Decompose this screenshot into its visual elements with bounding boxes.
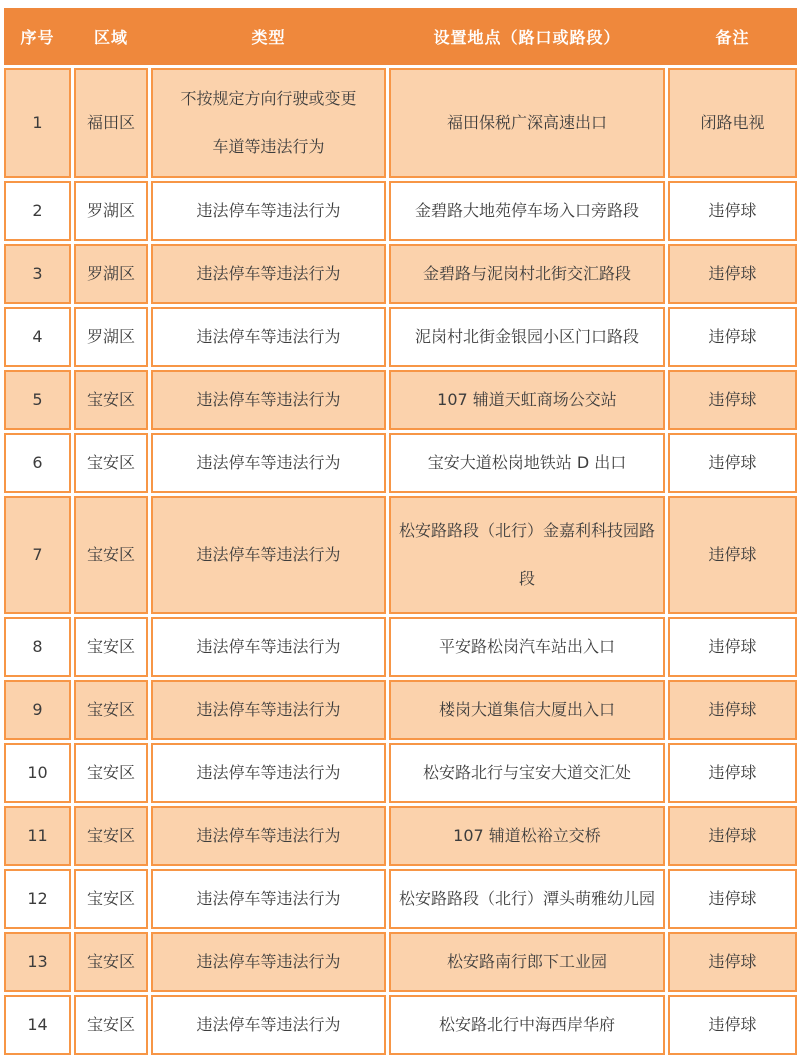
cell-note: 违停球 bbox=[668, 496, 797, 614]
cell-note: 违停球 bbox=[668, 932, 797, 992]
cell-note: 违停球 bbox=[668, 617, 797, 677]
cell-location: 松安路北行与宝安大道交汇处 bbox=[389, 743, 665, 803]
cell-location: 平安路松岗汽车站出入口 bbox=[389, 617, 665, 677]
table-body bbox=[4, 68, 797, 1055]
cell-location: 松安路北行中海西岸华府 bbox=[389, 995, 665, 1055]
cell-note: 违停球 bbox=[668, 869, 797, 929]
cell-index: 8 bbox=[4, 617, 71, 677]
table-row bbox=[4, 433, 797, 493]
cell-district: 罗湖区 bbox=[74, 244, 148, 304]
cell-district: 宝安区 bbox=[74, 496, 148, 614]
cell-note: 违停球 bbox=[668, 307, 797, 367]
column-header-note: 备注 bbox=[715, 28, 750, 47]
cell-type: 违法停车等违法行为 bbox=[151, 307, 386, 367]
cell-district: 宝安区 bbox=[74, 617, 148, 677]
cell-type: 违法停车等违法行为 bbox=[151, 743, 386, 803]
cell-location: 松安路路段（北行）潭头萌雅幼儿园 bbox=[389, 869, 665, 929]
table-header-row bbox=[4, 8, 797, 65]
cell-note: 违停球 bbox=[668, 806, 797, 866]
cell-index: 4 bbox=[4, 307, 71, 367]
cell-index: 10 bbox=[4, 743, 71, 803]
table-row bbox=[4, 617, 797, 677]
cell-district: 福田区 bbox=[74, 68, 148, 178]
table-row bbox=[4, 932, 797, 992]
cell-note: 违停球 bbox=[668, 181, 797, 241]
cell-district: 罗湖区 bbox=[74, 181, 148, 241]
cell-district: 宝安区 bbox=[74, 932, 148, 992]
cell-location: 107 辅道天虹商场公交站 bbox=[389, 370, 665, 430]
table-row bbox=[4, 743, 797, 803]
cell-district: 宝安区 bbox=[74, 370, 148, 430]
table-row bbox=[4, 307, 797, 367]
cell-type: 违法停车等违法行为 bbox=[151, 869, 386, 929]
column-header-index: 序号 bbox=[20, 28, 55, 47]
cell-type: 违法停车等违法行为 bbox=[151, 496, 386, 614]
cell-index: 12 bbox=[4, 869, 71, 929]
cell-index: 11 bbox=[4, 806, 71, 866]
cell-district: 宝安区 bbox=[74, 806, 148, 866]
cell-index: 6 bbox=[4, 433, 71, 493]
cell-location: 宝安大道松岗地铁站 D 出口 bbox=[389, 433, 665, 493]
cell-index: 2 bbox=[4, 181, 71, 241]
cell-district: 宝安区 bbox=[74, 743, 148, 803]
cell-location: 楼岗大道集信大厦出入口 bbox=[389, 680, 665, 740]
cell-district: 宝安区 bbox=[74, 680, 148, 740]
cell-index: 3 bbox=[4, 244, 71, 304]
cell-location: 107 辅道松裕立交桥 bbox=[389, 806, 665, 866]
cell-type: 违法停车等违法行为 bbox=[151, 932, 386, 992]
cell-type: 违法停车等违法行为 bbox=[151, 995, 386, 1055]
cell-location: 松安路南行郎下工业园 bbox=[389, 932, 665, 992]
cell-location: 金碧路大地苑停车场入口旁路段 bbox=[389, 181, 665, 241]
cell-district: 宝安区 bbox=[74, 869, 148, 929]
cell-type: 违法停车等违法行为 bbox=[151, 617, 386, 677]
cell-index: 13 bbox=[4, 932, 71, 992]
table-row bbox=[4, 869, 797, 929]
cell-index: 14 bbox=[4, 995, 71, 1055]
cell-location: 福田保税广深高速出口 bbox=[389, 68, 665, 178]
cell-type: 违法停车等违法行为 bbox=[151, 680, 386, 740]
cell-note: 违停球 bbox=[668, 680, 797, 740]
cell-note: 违停球 bbox=[668, 995, 797, 1055]
cell-note: 违停球 bbox=[668, 244, 797, 304]
cell-district: 罗湖区 bbox=[74, 307, 148, 367]
cell-type: 违法停车等违法行为 bbox=[151, 806, 386, 866]
cell-note: 闭路电视 bbox=[668, 68, 797, 178]
cell-index: 5 bbox=[4, 370, 71, 430]
table-row bbox=[4, 680, 797, 740]
cell-type: 违法停车等违法行为 bbox=[151, 433, 386, 493]
column-header-type: 类型 bbox=[251, 28, 286, 47]
cell-type: 违法停车等违法行为 bbox=[151, 181, 386, 241]
table-row bbox=[4, 995, 797, 1055]
cell-index: 7 bbox=[4, 496, 71, 614]
table-row bbox=[4, 496, 797, 614]
cell-location: 松安路路段（北行）金嘉利科技园路段 bbox=[389, 496, 665, 614]
cell-index: 9 bbox=[4, 680, 71, 740]
cell-district: 宝安区 bbox=[74, 433, 148, 493]
cell-location: 金碧路与泥岗村北街交汇路段 bbox=[389, 244, 665, 304]
cell-note: 违停球 bbox=[668, 743, 797, 803]
cell-note: 违停球 bbox=[668, 433, 797, 493]
cell-district: 宝安区 bbox=[74, 995, 148, 1055]
cell-location: 泥岗村北街金银园小区门口路段 bbox=[389, 307, 665, 367]
column-header-location: 设置地点（路口或路段） bbox=[433, 28, 621, 47]
table-row bbox=[4, 806, 797, 866]
table-row bbox=[4, 370, 797, 430]
table-row bbox=[4, 68, 797, 178]
cell-type: 不按规定方向行驶或变更车道等违法行为 bbox=[151, 68, 386, 178]
column-header-district: 区域 bbox=[93, 28, 128, 47]
cell-index: 1 bbox=[4, 68, 71, 178]
cell-type: 违法停车等违法行为 bbox=[151, 370, 386, 430]
cell-type: 违法停车等违法行为 bbox=[151, 244, 386, 304]
table-row bbox=[4, 244, 797, 304]
table-row bbox=[4, 181, 797, 241]
cell-note: 违停球 bbox=[668, 370, 797, 430]
